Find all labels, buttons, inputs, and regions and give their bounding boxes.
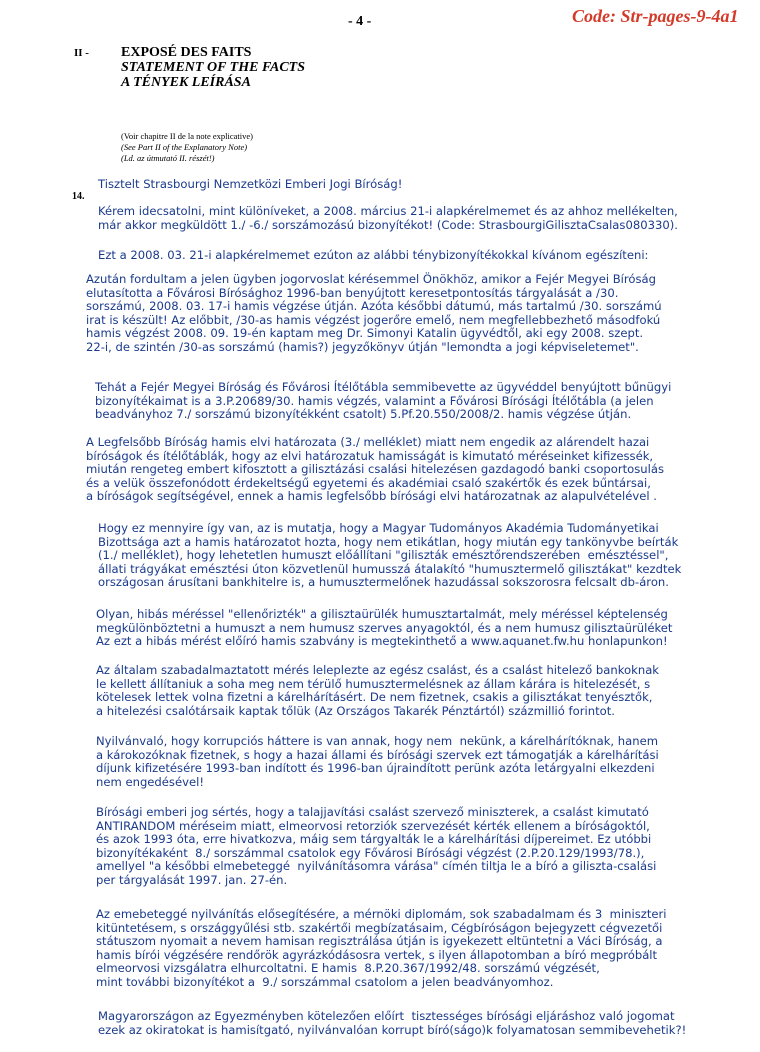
explanatory-notes (121, 131, 253, 164)
section-headings (121, 45, 305, 90)
paragraph-line: már akkor megküldött 1./ -6./ sorszámozású bizonyítékot! (Code: StrasbourgiGilisztaCsalas080330). (98, 217, 678, 232)
document-code: Code: Str-pages-9-4a1 (572, 6, 739, 26)
paragraph-line: bizonyítékaimat is a 3.P.20689/30. hamis végzés, valamint a Fővárosi Bírósági Ítélőtábla (a jelen (95, 393, 654, 408)
statement-paragraph (96, 908, 667, 990)
paragraph-line: Az általam szabadalmaztatott mérés leleplezte az egész csalást, és a csalást hitelező bankoknak (96, 663, 660, 677)
paragraph-line: hamis bírói végzésére rendőrök agyrázkódásosra vertek, s ilyen állapotomban a bíró megpróbált (96, 947, 658, 962)
statement-paragraph (98, 205, 678, 232)
paragraph-line: nem engedésével! (96, 774, 204, 789)
statement-paragraph (95, 381, 671, 422)
paragraph-line: Azután fordultam a jelen ügyben jogorvoslat kérésemmel Önökhöz, amikor a Fejér Megyei Bíróság (86, 272, 657, 286)
paragraph-line: Hogy ez mennyire így van, az is mutatja, hogy a Magyar Tudományos Akadémia Tudományetikai (98, 521, 659, 535)
paragraph-line: amellyel "a későbbi elmebeteggé nyilvánításomra várása" címén tiltja le a bíró a giliszta-csalási (96, 859, 657, 874)
paragraph-line: ANTIRANDOM méréseim miatt, elmeorvosi retorziók szervezését kérték ellenem a bíróságoktól, (96, 818, 650, 833)
paragraph-line: Magyarországon az Egyezményben kötelezően előírt tisztességes bírósági eljáráshoz való jogomat (98, 1009, 675, 1023)
paragraph-line: A Legfelsőbb Bíróság hamis elvi határozata (3./ melléklet) miatt nem engedik az alárendelt hazai (86, 435, 650, 449)
paragraph-line: országosan árusítani bankhitelre is, a humusztermelőnek hazudással sokszorosra felcsalt db-áron. (98, 575, 669, 590)
paragraph-line: irat is készült! Az előbbit, /30-as hamis végzést jogerőre emelő, nem megfellebbezhető másodfokú (86, 312, 661, 327)
note-french: (Voir chapitre II de la note explicative) (121, 131, 254, 141)
paragraph-line: és azok 1993 óta, erre hivatkozva, máig sem tárgyalták le a kárelhárítási díjpereimet. Ez utóbbi (96, 832, 652, 847)
paragraph-line: Ezt a 2008. 03. 21-i alapkérelmemet ezúton az alábbi ténybizonyítékokkal kívánom egészíteni: (98, 248, 649, 262)
paragraph-line: kitüntetésem, s országgyűlési stb. szakértői megbízatásaim, Cégbíróságon bejegyzett cégvezetői (96, 920, 663, 935)
paragraph-line: Nyilvánvaló, hogy korrupciós háttere is van annak, hogy nem nekünk, a kárelhárítóknak, hanem (96, 734, 659, 748)
paragraph-line: a hitelezési csalótársaik kaptak tőlük (Az Országos Takarék Pénztártól) százmillió forintot. (96, 703, 615, 718)
item-number: 14. (72, 191, 85, 202)
heading-hungarian: A TÉNYEK LEÍRÁSA (121, 75, 251, 90)
heading-french: EXPOSÉ DES FAITS (121, 45, 252, 60)
paragraph-line: megkülönböztetni a humuszt a nem humusz szerves anyagoktól, és a nem humusz gilisztaürüléket (96, 620, 673, 635)
statement-paragraph (96, 735, 659, 789)
paragraph-line: állati trágyákat emésztési úton közvetlenül humusszá átalakító "humusztermelő gilisztákat" kezdtek (98, 561, 682, 576)
paragraph-line: Az emebeteggé nyilvánítás elősegítésére, a mérnöki diplomám, sok szabadalmam és 3 miniszteri (96, 907, 667, 921)
statement-paragraph (86, 436, 664, 504)
paragraph-line: hamis végzést 2008. 09. 19-én kaptam meg Dr. Simonyi Katalin ügyvédtől, aki egy 2008. szept. (86, 326, 644, 341)
statement-paragraph (86, 273, 662, 355)
heading-english: STATEMENT OF THE FACTS (121, 60, 306, 75)
statement-paragraph (96, 608, 672, 649)
paragraph-line: Az ezt a hibás mérést előíró hamis szabvány is megtekinthető a www.aquanet.fw.hu honlapunkon! (96, 634, 668, 649)
paragraph-line: Tehát a Fejér Megyei Bíróság és Fővárosi Ítélőtábla semmibevette az ügyvéddel benyújtott bűnügyi (95, 380, 672, 394)
paragraph-line: sorszámú, 2008. 03. 17-i hamis végzése útján. Azóta későbbi dátumú, más tartalmú /30. sorszámú (86, 299, 662, 314)
paragraph-line: státuszom nyomait a nevem hamisan regisztrálása útján is igyekezett eltüntetni a Váci Bíróság, a (96, 934, 663, 949)
paragraph-line: per tárgyalását 1997. jan. 27-én. (96, 872, 288, 887)
paragraph-line: ezek az okiratokat is hamisítgató, nyilvánvalóan korrupt bíró(ságo)k folyamatosan semmibevehetik?! (98, 1022, 687, 1037)
paragraph-line: és a velük összefonódott érdekeltségű egyetemi és akadémiai csaló szakértők és ezek bűntársai, (86, 475, 651, 490)
paragraph-line: (1./ melléklet), hogy lehetetlen humuszt előállítani "giliszták emésztőrendszerében emésztéssel", (98, 548, 669, 563)
paragraph-line: a károkozóknak fizetnek, s hogy a hazai állami és bírósági szervek ezt támogatják a kárelhárítási (96, 747, 659, 762)
paragraph-line: elmeorvosi vizsgálatra elhurcoltatni. E hamis 8.P.20.367/1992/48. sorszámú végzését, (96, 961, 600, 976)
paragraph-line: miután rengeteg embert kifosztott a gilisztázási csalási hitelezésen gazdagodó banki csoportosulás (86, 462, 665, 477)
paragraph-line: Bizottsága azt a hamis határozatot hozta, hogy nem etikátlan, hogy miután egy tankönyvbe beírták (98, 534, 679, 549)
statement-paragraph (98, 1010, 686, 1037)
paragraph-line: bizonyítékaként 8./ sorszámmal csatolok egy Fővárosi Bírósági végzést (2.P.20.129/1993/78.), (96, 845, 645, 860)
note-english: (See Part II of the Explanatory Note) (121, 142, 248, 152)
statement-paragraph (98, 249, 648, 263)
paragraph-line: Olyan, hibás méréssel "ellenőrizték" a gilisztaürülék humusztartalmát, mely méréssel képtelenség (96, 607, 668, 621)
paragraph-line: elutasította a Fővárosi Bírósághoz 1996-ban benyújtott keresetpontosítás tárgyalását a /30. (86, 285, 619, 300)
page-number: - 4 - (348, 14, 372, 29)
paragraph-line: Kérem idecsatolni, mint különíveket, a 2008. március 21-i alapkérelmemet és az ahhoz mellékelten, (98, 204, 678, 218)
paragraph-line: díjunk kifizetésére 1993-ban indított és 1996-ban újraindított perünk azóta letárgyalni elkezdeni (96, 761, 655, 776)
paragraph-line: 22-i, de szintén /30-as sorszámú (hamis?) jegyzőkönyv útján "lemondta a jogi képviseletemet". (86, 339, 639, 354)
paragraph-line: beadványhoz 7./ sorszámú bizonyítékként csatolt) 5.Pf.20.550/2008/2. hamis végzése útján. (95, 407, 632, 422)
paragraph-line: le kellett állítaniuk a soha meg nem térülő humusztermelésnek az állam kárára is hitelezését, s (96, 676, 651, 691)
paragraph-line: mint további bizonyítékot a 9./ sorszámmal csatolom a jelen beadványomhoz. (96, 974, 554, 989)
paragraph-line: bíróságok és ítélőtáblák, hogy az elvi határozatuk hamisságát is kimutató méréseinket kifizessék, (86, 448, 654, 463)
statement-paragraph (96, 806, 656, 888)
note-hungarian: (Ld. az útmutató II. részét!) (121, 153, 215, 163)
paragraph-line: a bíróságok segítségével, ennek a hamis legfelsőbb bírósági elvi határozatnak az alapulvételével . (86, 489, 657, 504)
greeting: Tisztelt Strasbourgi Nemzetközi Emberi Jogi Bíróság! (98, 177, 403, 191)
paragraph-line: kötelesek lettek volna fizetni a kárelhárításért. De nem fizetnek, csakis a gilisztákat tenyésztők, (96, 690, 653, 705)
statement-paragraph (98, 522, 681, 590)
statement-paragraph (96, 664, 659, 718)
section-number: II - (74, 47, 89, 59)
paragraph-line: Bírósági emberi jog sértés, hogy a talajjavítási csalást szervező miniszterek, a csalást kimutató (96, 805, 649, 819)
